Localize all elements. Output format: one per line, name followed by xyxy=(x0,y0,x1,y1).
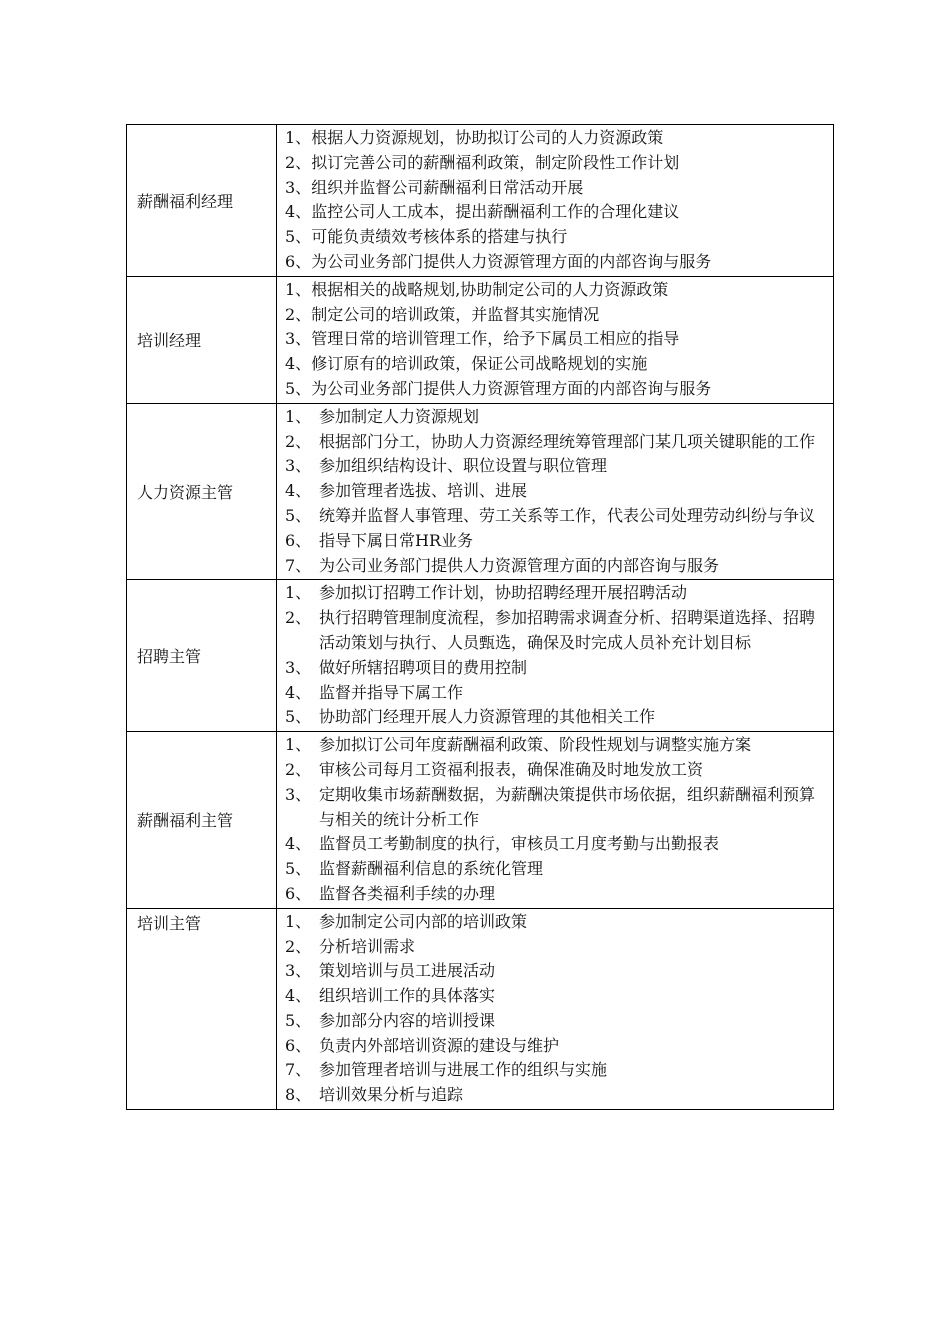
duty-number: 6、 xyxy=(285,883,312,903)
duty-text: 为公司业务部门提供人力资源管理方面的内部咨询与服务 xyxy=(311,251,712,271)
duty-text: 监督并指导下属工作 xyxy=(319,682,464,702)
duty-item xyxy=(285,151,829,176)
duty-number: 6、 xyxy=(285,1035,312,1055)
duty-number: 1、 xyxy=(285,279,312,299)
duty-number: 3、 xyxy=(285,961,312,981)
duty-number: 5、 xyxy=(285,227,312,247)
duty-number: 4、 xyxy=(285,202,312,222)
duty-text: 统筹并监督人事管理、劳工关系等工作，代表公司处理劳动纠纷与争议 xyxy=(319,505,816,525)
duty-text: 根据相关的战略规划,协助制定公司的人力资源政策 xyxy=(311,279,669,299)
duty-number: 3、 xyxy=(285,456,312,476)
duty-item xyxy=(285,959,829,984)
duties-list xyxy=(277,125,834,277)
duty-item xyxy=(285,984,829,1009)
duty-item xyxy=(285,200,829,225)
duty-item xyxy=(285,176,829,201)
duties-list xyxy=(277,276,834,403)
duty-text: 培训效果分析与追踪 xyxy=(319,1085,464,1105)
duty-text: 执行招聘管理制度流程，参加招聘需求调查分析、招聘渠道选择、招聘活动策划与执行、人员甄选，确保及时完成人员补充计划目标 xyxy=(319,608,816,652)
duty-text: 做好所辖招聘项目的费用控制 xyxy=(319,657,528,677)
table-row xyxy=(127,125,834,277)
duty-number: 2、 xyxy=(285,936,312,956)
duties-list xyxy=(277,732,834,909)
duty-number: 7、 xyxy=(285,555,312,575)
duty-number: 8、 xyxy=(285,1085,312,1105)
duty-number: 4、 xyxy=(285,986,312,1006)
duty-item xyxy=(285,1009,829,1034)
duty-item xyxy=(285,705,829,730)
duty-number: 5、 xyxy=(285,859,312,879)
duty-number: 6、 xyxy=(285,530,312,550)
duty-text: 分析培训需求 xyxy=(319,936,416,956)
role-title: 人力资源主管 xyxy=(127,403,277,580)
duty-text: 参加制定公司内部的培训政策 xyxy=(319,911,528,931)
duty-text: 拟订完善公司的薪酬福利政策，制定阶段性工作计划 xyxy=(311,152,680,172)
duty-item xyxy=(285,454,829,479)
duty-item xyxy=(285,656,829,681)
duty-number: 5、 xyxy=(285,505,312,525)
duty-item xyxy=(285,1083,829,1108)
duty-text: 定期收集市场薪酬数据，为薪酬决策提供市场依据，组织薪酬福利预算与相关的统计分析工作 xyxy=(319,784,816,829)
duty-text: 监督薪酬福利信息的系统化管理 xyxy=(319,859,544,879)
duty-number: 3、 xyxy=(285,784,312,804)
duty-number: 1、 xyxy=(285,128,312,147)
duty-number: 5、 xyxy=(285,707,312,727)
duty-item xyxy=(285,250,829,275)
duty-text: 审核公司每月工资福利报表，确保准确及时地发放工资 xyxy=(319,759,704,779)
duty-item xyxy=(285,529,829,554)
duty-text: 管理日常的培训管理工作，给予下属员工相应的指导 xyxy=(311,329,680,349)
duty-text: 监督员工考勤制度的执行，审核员工月度考勤与出勤报表 xyxy=(319,834,720,854)
duty-item xyxy=(285,758,829,783)
duty-number: 4、 xyxy=(285,834,312,854)
duty-number: 4、 xyxy=(285,481,312,501)
duty-item xyxy=(285,1058,829,1083)
role-title: 薪酬福利主管 xyxy=(127,732,277,909)
duty-text: 组织培训工作的具体落实 xyxy=(319,986,496,1006)
duty-text: 制定公司的培训政策，并监督其实施情况 xyxy=(311,304,600,324)
duty-text: 组织并监督公司薪酬福利日常活动开展 xyxy=(311,177,584,197)
duty-number: 6、 xyxy=(285,251,312,271)
table-row xyxy=(127,908,834,1109)
duty-item xyxy=(285,681,829,706)
duty-item xyxy=(285,126,829,151)
table-row xyxy=(127,732,834,909)
duty-number: 5、 xyxy=(285,378,312,398)
duty-number: 1、 xyxy=(285,406,312,426)
duty-text: 参加管理者培训与进展工作的组织与实施 xyxy=(319,1060,608,1080)
duty-text: 指导下属日常HR业务 xyxy=(319,530,474,550)
role-title: 培训经理 xyxy=(127,276,277,403)
duty-item xyxy=(285,733,829,758)
duties-list xyxy=(277,403,834,580)
duty-text: 协助部门经理开展人力资源管理的其他相关工作 xyxy=(319,707,656,727)
duty-number: 4、 xyxy=(285,682,312,702)
duty-text: 根据人力资源规划，协助拟订公司的人力资源政策 xyxy=(311,128,664,147)
duty-number: 4、 xyxy=(285,354,312,374)
duty-item xyxy=(285,479,829,504)
duty-text: 参加制定人力资源规划 xyxy=(319,406,480,426)
duty-text: 监控公司人工成本，提出薪酬福利工作的合理化建议 xyxy=(311,202,680,222)
duty-text: 参加拟订招聘工作计划，协助招聘经理开展招聘活动 xyxy=(319,583,688,603)
duty-number: 3、 xyxy=(285,329,312,349)
table-row xyxy=(127,276,834,403)
duty-item xyxy=(285,783,829,833)
duty-number: 2、 xyxy=(285,152,312,172)
duty-item xyxy=(285,857,829,882)
duty-text: 参加管理者选拔、培训、进展 xyxy=(319,481,528,501)
duty-item xyxy=(285,327,829,352)
duty-item xyxy=(285,504,829,529)
duty-text: 为公司业务部门提供人力资源管理方面的内部咨询与服务 xyxy=(319,555,720,575)
duty-text: 参加组织结构设计、职位设置与职位管理 xyxy=(319,456,608,476)
table-row xyxy=(127,403,834,580)
duty-text: 可能负责绩效考核体系的搭建与执行 xyxy=(311,227,568,247)
role-title: 培训主管 xyxy=(127,908,277,1109)
duty-item xyxy=(285,832,829,857)
duty-text: 修订原有的培训政策，保证公司战略规划的实施 xyxy=(311,354,648,374)
duty-text: 负责内外部培训资源的建设与维护 xyxy=(319,1035,560,1055)
duty-number: 5、 xyxy=(285,1010,312,1030)
duty-number: 2、 xyxy=(285,304,312,324)
duty-number: 3、 xyxy=(285,657,312,677)
duty-text: 监督各类福利手续的办理 xyxy=(319,883,496,903)
duty-text: 策划培训与员工进展活动 xyxy=(319,961,496,981)
duties-list xyxy=(277,908,834,1109)
duty-item xyxy=(285,882,829,907)
duty-item xyxy=(285,430,829,455)
duty-number: 3、 xyxy=(285,177,312,197)
duty-number: 2、 xyxy=(285,608,312,628)
duty-text: 参加拟订公司年度薪酬福利政策、阶段性规划与调整实施方案 xyxy=(319,735,752,755)
role-title: 薪酬福利经理 xyxy=(127,125,277,277)
duty-number: 1、 xyxy=(285,583,312,603)
duty-item xyxy=(285,405,829,430)
duty-item xyxy=(285,278,829,303)
duty-text: 参加部分内容的培训授课 xyxy=(319,1010,496,1030)
duty-item xyxy=(285,554,829,579)
duty-item xyxy=(285,377,829,402)
role-title: 招聘主管 xyxy=(127,580,277,732)
job-duties-table xyxy=(126,124,834,1110)
duty-item xyxy=(285,581,829,606)
duty-item xyxy=(285,910,829,935)
duties-list xyxy=(277,580,834,732)
table-row xyxy=(127,580,834,732)
table-body xyxy=(127,125,834,1110)
duty-text: 为公司业务部门提供人力资源管理方面的内部咨询与服务 xyxy=(311,378,712,398)
duty-number: 7、 xyxy=(285,1060,312,1080)
duty-number: 1、 xyxy=(285,735,312,755)
duty-number: 2、 xyxy=(285,431,312,451)
duty-item xyxy=(285,303,829,328)
duty-text: 根据部门分工，协助人力资源经理统筹管理部门某几项关键职能的工作 xyxy=(319,431,816,451)
duty-item xyxy=(285,935,829,960)
duty-item xyxy=(285,606,829,656)
duty-item xyxy=(285,225,829,250)
duty-number: 1、 xyxy=(285,911,312,931)
duty-item xyxy=(285,1034,829,1059)
duty-number: 2、 xyxy=(285,759,312,779)
duty-item xyxy=(285,352,829,377)
